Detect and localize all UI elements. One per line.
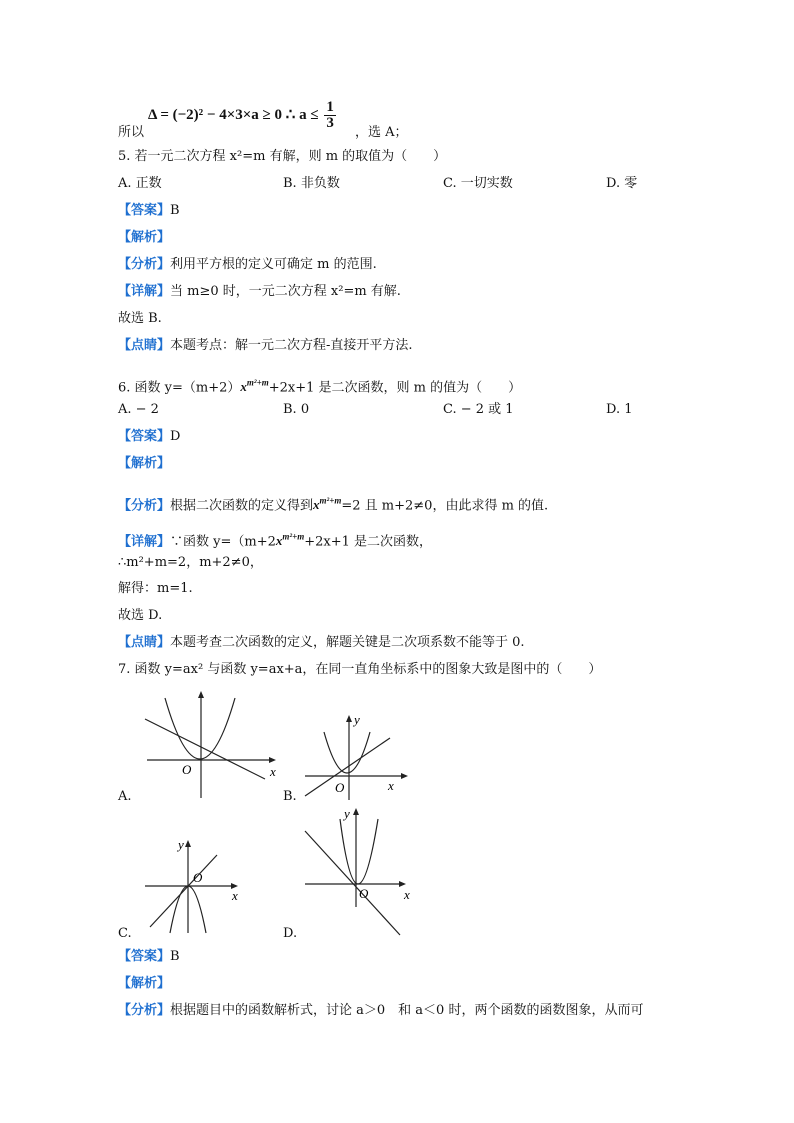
q7-fenxi-tag: 【分析】 xyxy=(118,1003,171,1018)
q6-analysis-line xyxy=(118,455,170,473)
q6-step2: 解得：m=1. xyxy=(118,581,193,596)
q6-answer-tag: 【答案】 xyxy=(118,429,171,444)
q6-xiangjie-exp-base: x xyxy=(275,533,283,549)
fraction-denominator: 3 xyxy=(326,115,334,131)
fraction-one-third xyxy=(324,100,336,131)
fraction-numerator: 1 xyxy=(326,99,334,115)
graph-a-parabola xyxy=(165,698,235,759)
q5-option-b: B. 非负数 xyxy=(283,176,340,191)
q5-xiangjie: 当 m≥0 时，一元二次方程 x²=m 有解. xyxy=(170,284,401,299)
q7-label-c: C. xyxy=(118,926,132,941)
graph-a-line xyxy=(145,719,265,779)
q6-option-d: D. 1 xyxy=(606,402,633,417)
q5-stem: 5. 若一元二次方程 x²=m 有解，则 m 的取值为（ ） xyxy=(118,149,447,164)
graph-c-y-label: y xyxy=(178,837,184,852)
q5-analysis-line xyxy=(118,229,170,247)
graph-b-line xyxy=(305,738,390,796)
q6-exp-sup: m²+m xyxy=(246,378,269,388)
q7-stem: 7. 函数 y=ax² 与函数 y=ax+a，在同一直角坐标系中的图象大致是图中的（ ） xyxy=(118,662,602,677)
q6-fenxi-tag: 【分析】 xyxy=(118,498,171,514)
q6-option-b: B. 0 xyxy=(283,402,310,417)
graph-b-y-label: y xyxy=(354,712,360,727)
formula-prefix-line xyxy=(118,124,144,142)
q6-answer: D xyxy=(170,429,181,444)
q7-fenxi: 根据题目中的函数解析式，讨论 a＞0 和 a＜0 时，两个函数的函数图象，从而可 xyxy=(170,1003,644,1018)
q7-label-b: B. xyxy=(283,789,297,804)
q6-fenxi-b: =2 且 m+2≠0，由此求得 m 的值. xyxy=(341,498,549,514)
q6-analysis-tag: 【解析】 xyxy=(118,456,171,471)
q6-option-c: C. − 2 或 1 xyxy=(443,402,514,417)
q7-answer-tag: 【答案】 xyxy=(118,949,171,964)
q5-answer: B xyxy=(170,203,180,218)
graph-d-line xyxy=(305,831,400,935)
graph-c-line xyxy=(150,855,217,927)
q6-xiangjie-tag: 【详解】 xyxy=(118,534,171,550)
formula-suffix: ，选 A； xyxy=(355,125,408,140)
q5-fenxi: 利用平方根的定义可确定 m 的范围. xyxy=(170,257,377,272)
q5-xiangjie-line xyxy=(118,283,401,301)
graph-d-origin: O xyxy=(359,886,369,901)
discriminant-formula xyxy=(148,100,336,131)
q7-answer: B xyxy=(170,949,180,964)
graph-a-y-arrow xyxy=(198,691,204,698)
q7-label-a: A. xyxy=(118,789,132,804)
graph-d-parabola xyxy=(340,819,378,884)
q6-xiangjie-line xyxy=(118,528,432,551)
q6-exponent xyxy=(240,379,268,394)
q6-step1: ∴m²+m=2，m+2≠0， xyxy=(118,555,263,570)
q6-xiangjie-exponent xyxy=(276,533,304,548)
q6-stem-a: 6. 函数 y=（m+2） xyxy=(118,380,241,396)
graph-b-x-label: x xyxy=(388,778,394,793)
graph-a-origin: O xyxy=(182,762,192,777)
q7-graph-a xyxy=(140,690,285,802)
graph-b-y-arrow xyxy=(346,715,352,722)
q7-label-d: D. xyxy=(283,926,298,941)
q6-answer-line xyxy=(118,428,180,446)
q6-exp-base: x xyxy=(240,379,247,395)
q6-dianjing-line xyxy=(118,634,525,652)
q5-answer-line xyxy=(118,202,180,220)
q6-xiangjie-b: +2x+1 是二次函数， xyxy=(304,534,433,550)
therefore-expression: ∴ a ≤ xyxy=(285,106,319,123)
graph-b-origin: O xyxy=(335,780,345,795)
q5-fenxi-line xyxy=(118,256,377,274)
q6-xiangjie-a: ∵函数 y=（m+2 xyxy=(170,534,276,550)
q5-answer-tag: 【答案】 xyxy=(118,203,171,218)
q6-fenxi-exponent xyxy=(313,497,341,512)
q5-option-d: D. 零 xyxy=(606,176,638,191)
q5-dianjing: 本题考点：解一元二次方程-直接开平方法. xyxy=(170,338,413,353)
graph-a-x-arrow xyxy=(269,757,276,763)
q5-conclusion: 故选 B. xyxy=(118,311,162,326)
q6-xiangjie-exp-sup: m²+m xyxy=(282,532,305,542)
graph-b-x-arrow xyxy=(401,773,408,779)
graph-d-y-arrow xyxy=(353,808,359,815)
q7-analysis-tag: 【解析】 xyxy=(118,976,171,991)
delta-expression: Δ = (−2)² − 4×3×a ≥ 0 xyxy=(148,106,283,123)
q5-xiangjie-tag: 【详解】 xyxy=(118,284,171,299)
formula-prefix: 所以 xyxy=(118,125,145,140)
q7-graph-d xyxy=(300,805,420,940)
graph-c-x-label: x xyxy=(232,888,238,903)
q6-option-a: A. − 2 xyxy=(118,402,159,417)
graph-c-y-arrow xyxy=(185,840,191,847)
q6-dianjing: 本题考查二次函数的定义，解题关键是二次项系数不能等于 0. xyxy=(170,635,525,650)
q7-graph-b xyxy=(300,710,415,802)
formula-suffix-line xyxy=(355,124,408,142)
graph-d-y-label: y xyxy=(344,806,350,821)
graph-d-x-label: x xyxy=(404,887,410,902)
q5-fenxi-tag: 【分析】 xyxy=(118,257,171,272)
graph-c-origin: O xyxy=(193,870,203,885)
q6-conclusion: 故选 D. xyxy=(118,608,163,623)
q7-answer-line xyxy=(118,948,180,966)
q5-dianjing-line xyxy=(118,337,413,355)
graph-a-x-label: x xyxy=(270,764,276,779)
q6-fenxi-exp-base: x xyxy=(313,497,320,513)
q7-graph-c xyxy=(140,835,250,935)
q5-analysis-tag: 【解析】 xyxy=(118,230,171,245)
q7-fenxi-line xyxy=(118,1002,643,1020)
q6-fenxi-a: 根据二次函数的定义得到 xyxy=(170,498,314,514)
q6-fenxi-exp-sup: m²+m xyxy=(319,496,342,506)
q5-option-a: A. 正数 xyxy=(118,176,162,191)
q6-fenxi-line xyxy=(118,492,548,515)
q6-stem-b: +2x+1 是二次函数，则 m 的值为（ ） xyxy=(268,380,522,396)
q6-stem xyxy=(118,374,521,397)
q6-dianjing-tag: 【点睛】 xyxy=(118,635,171,650)
q7-analysis-line xyxy=(118,975,170,993)
q5-option-c: C. 一切实数 xyxy=(443,176,513,191)
q5-dianjing-tag: 【点睛】 xyxy=(118,338,171,353)
